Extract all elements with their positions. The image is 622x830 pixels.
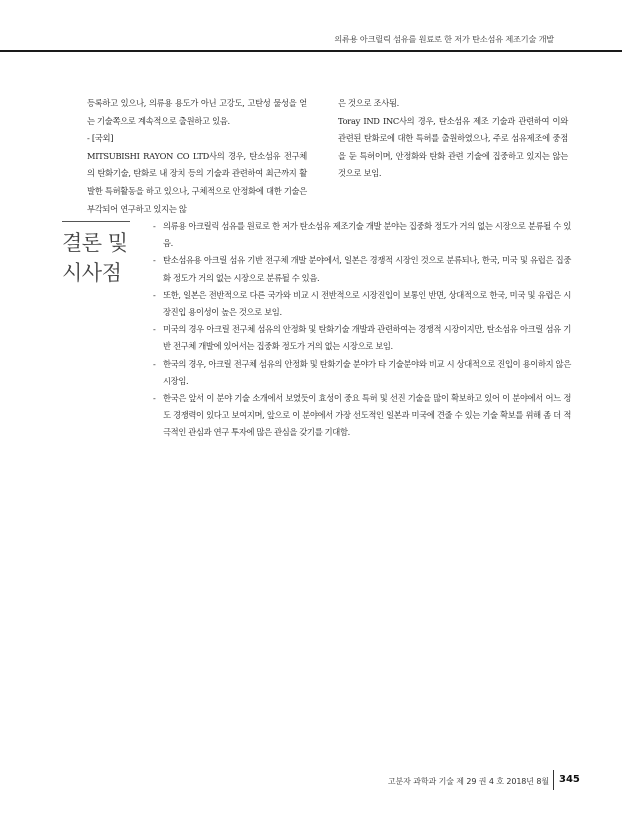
list-item-text: 또한, 일본은 전반적으로 다른 국가와 비교 시 전반적으로 시장진입이 보통인 반면, 상대적으로 한국, 미국 및 유럽은 시장진입 용이성이 높은 것으로 보임.	[163, 289, 571, 318]
list-item	[153, 390, 571, 442]
bullet-dash: -	[153, 358, 156, 369]
section-title-line2: 시사점	[62, 261, 122, 285]
body-paragraph: Toray IND INC사의 경우, 탄소섬유 제조 기술과 관련하여 이와 관련된 탄화로에 대한 특허를 출원하였으나, 주로 섬유제조에 중점을 둔 특허이며, 안정화와 탄화 관련 기술에 집중하고 있지는 않는 것으로 보임.	[338, 115, 568, 179]
bullet-dash: -	[153, 221, 156, 231]
bullet-dash: -	[153, 324, 156, 335]
bullet-dash: -	[153, 393, 156, 404]
list-item	[153, 252, 571, 286]
conclusions-list	[153, 218, 571, 442]
section-rule	[62, 221, 130, 222]
list-item	[153, 356, 571, 390]
bullet-dash: -	[153, 289, 156, 300]
section-title-line1: 결론 및	[62, 231, 128, 255]
running-header-title: 의류용 아크릴릭 섬유를 원료로 한 저가 탄소섬유 제조기술 개발	[334, 34, 554, 44]
body-paragraph: 은 것으로 조사됨.	[338, 98, 400, 108]
bullet-dash: -	[153, 255, 156, 266]
body-paragraph: MITSUBISHI RAYON CO LTD사의 경우, 탄소섬유 전구체의 탄화기술, 탄화로 내 장치 등의 기술과 관련하여 최근까지 활발한 특허활동을 하고 있으나, 구체적으로 안정화에 대한 기술은 부각되어 연구하고 있지는 않	[87, 150, 307, 214]
list-item-text: 한국의 경우, 아크릴 전구체 섬유의 안정화 및 탄화기술 분야가 타 기술분야와 비교 시 상대적으로 진입이 용이하지 않은 시장임.	[163, 358, 571, 386]
body-column-left	[87, 95, 307, 218]
body-subheading: - [국외]	[87, 133, 114, 144]
page-number: 345	[559, 774, 580, 785]
body-paragraph: 등록하고 있으나, 의류용 용도가 아닌 고강도, 고탄성 물성을 얻는 기술쪽으로 계속적으로 출원하고 있음.	[87, 98, 307, 126]
list-item	[153, 218, 571, 252]
list-item-text: 미국의 경우 아크릴 전구체 섬유의 안정화 및 탄화기술 개발과 관련하여는 경쟁적 시장이지만, 탄소섬유 아크릴 섬유 기반 전구체 개발에 있어서는 집중화 정도가 거의 없는 시장으로 보임.	[163, 324, 571, 352]
list-item-text: 의류용 아크릴릭 섬유를 원료로 한 저가 탄소섬유 제조기술 개발 분야는 집중화 정도가 거의 없는 시장으로 분류될 수 있음.	[163, 221, 571, 249]
list-item-text: 탄소섬유용 아크릴 섬유 기반 전구체 개발 분야에서, 일본은 경쟁적 시장인 것으로 분류되나, 한국, 미국 및 유럽은 집중화 정도가 거의 없는 시장으로 분류될 수 있음.	[163, 255, 571, 283]
footer-journal-info: 고분자 과학과 기술 제 29 권 4 호 2018년 8월	[387, 777, 549, 786]
list-item	[153, 287, 571, 321]
body-column-right	[338, 95, 568, 183]
list-item-text: 한국은 앞서 이 분야 기술 소개에서 보였듯이 효성이 중요 특허 및 선진 기술을 많이 확보하고 있어 이 분야에서 어느 정도 경쟁력이 있다고 보여지며, 앞으로 이 분야에서 가장 선도적인 일본과 미국에 견줄 수 있는 기술 확보를 위해 좀 더 적극적인 관심과 연구 투자에 많은 관심을 갖기를 기대함.	[163, 393, 571, 438]
header-rule	[0, 50, 622, 52]
section-title	[62, 228, 128, 288]
footer-divider	[553, 770, 554, 790]
list-item	[153, 321, 571, 355]
